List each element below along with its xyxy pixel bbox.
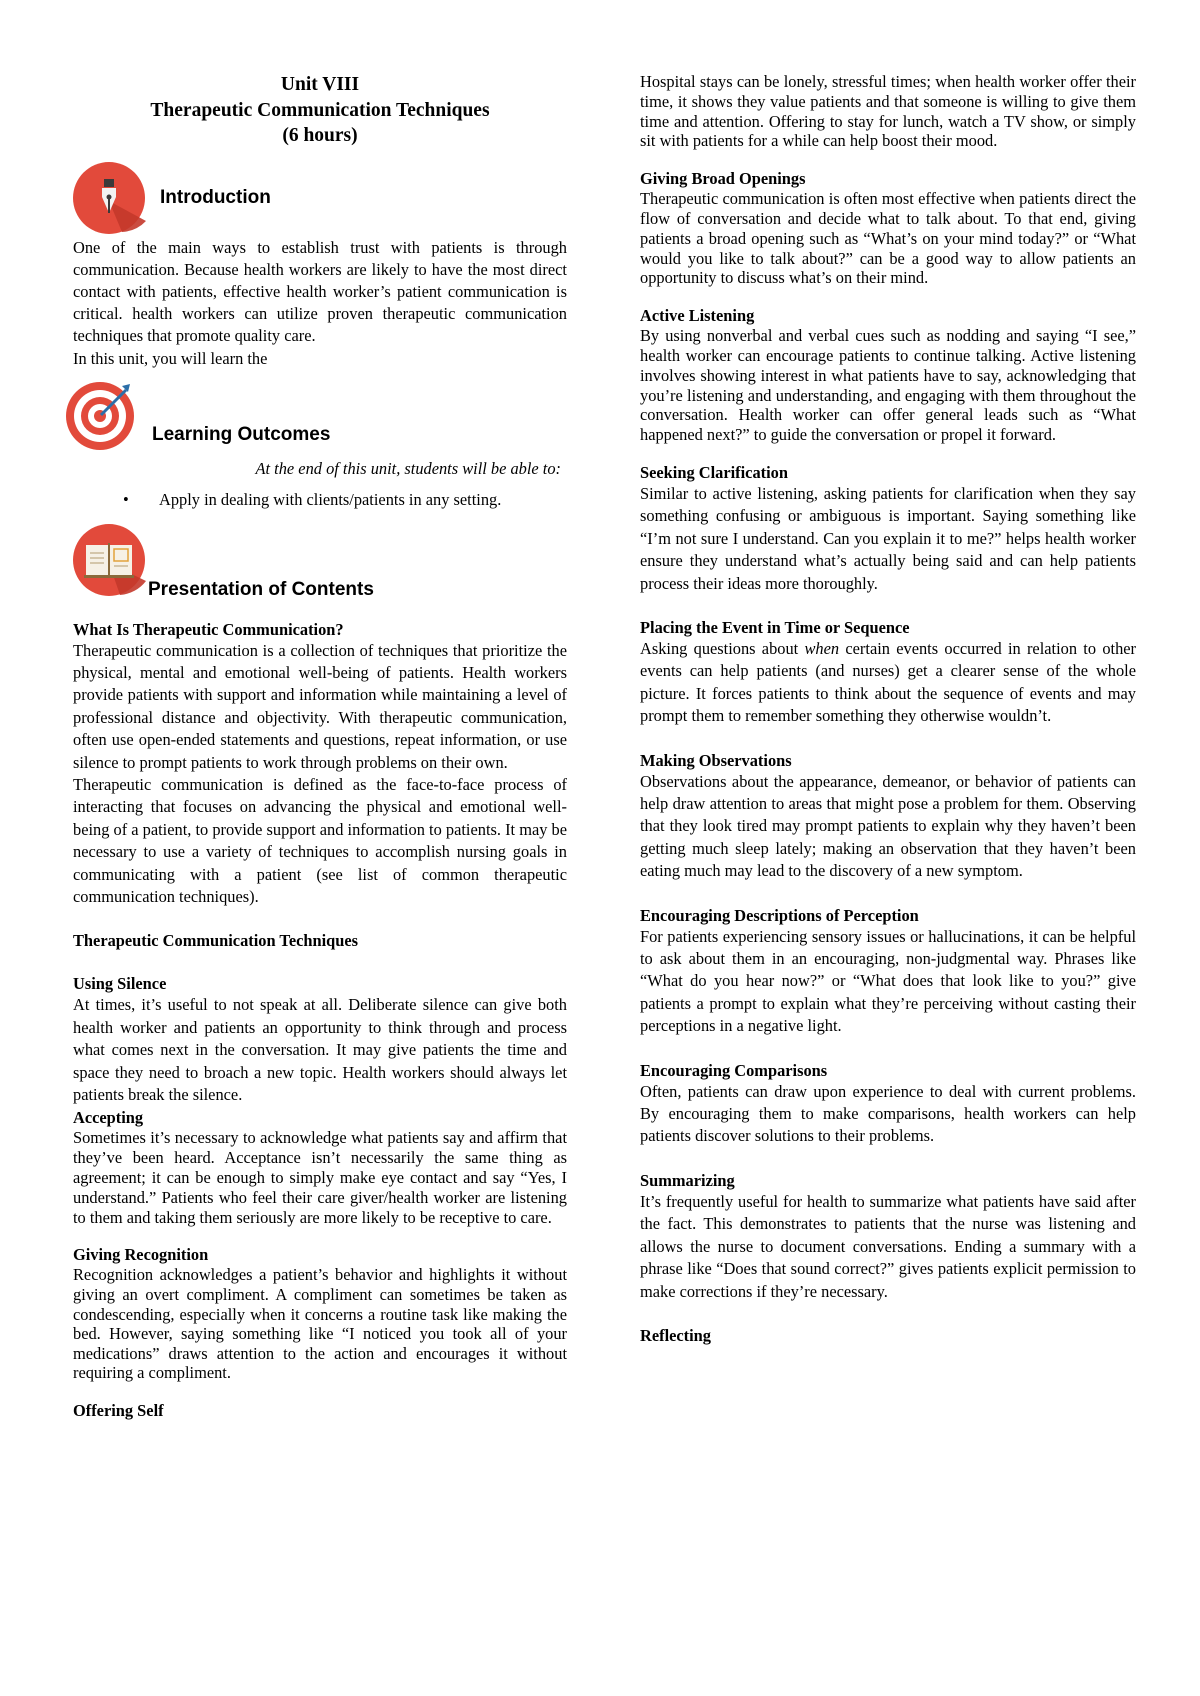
spacer xyxy=(640,445,1136,462)
spacer xyxy=(640,1038,1136,1060)
unit-name: Therapeutic Communication Techniques xyxy=(150,99,490,121)
intro-paragraph: One of the main ways to establish trust with patients is through communication. Because health workers are likely to have the most direct contact with patients, effective health worker’s patient communication is critical. health workers can utilize proven therapeutic communication techniques that promote quality care. xyxy=(73,237,567,346)
pen-nib-icon xyxy=(72,161,146,235)
spacer xyxy=(640,883,1136,905)
right-column xyxy=(640,72,1136,1346)
using-silence-heading: Using Silence xyxy=(73,974,167,994)
what-is-paragraph-2: Therapeutic communication is defined as the face-to-face process of interacting that focuses on advancing the physical and emotional well-being of a patient, to provide support and information to patients. It may be necessary to use a variety of techniques to accomplish nursing goals in communicating with a patient (see list of common therapeutic communication techniques). xyxy=(73,774,567,906)
spacer xyxy=(640,1148,1136,1170)
making-observations-heading: Making Observations xyxy=(640,750,792,770)
placing-event-heading: Placing the Event in Time or Sequence xyxy=(640,617,910,637)
spacer xyxy=(640,288,1136,305)
presentation-header xyxy=(72,523,567,605)
seeking-clarification-body: Similar to active listening, asking patients for clarification when they say something confusing or ambiguous is important. Saying something like “I’m not sure I understand. Can you explain it to me?” helps health worker ensure they understand what’s actually being said and can help patients process their ideas more thoroughly. xyxy=(640,483,1136,593)
learning-outcomes-header xyxy=(72,378,567,456)
broad-openings-heading: Giving Broad Openings xyxy=(640,169,806,189)
intro-lead: In this unit, you will learn the xyxy=(73,348,268,368)
accepting-body: Sometimes it’s necessary to acknowledge what patients say and affirm that they’ve been heard. Acceptance isn’t necessarily the same thing as agreement; it can be enough to simply make eye contact and say “Yes, I understand.” Patients who feel their care giver/health worker are listening to them and taking them seriously are more likely to be receptive to care. xyxy=(73,1128,567,1227)
target-icon xyxy=(64,378,138,452)
what-is-paragraph-1: Therapeutic communication is a collection of techniques that prioritize the physical, mental and emotional well-being of patients. Health workers provide patients with support and information while maintaining a level of professional distance and objectivity. With therapeutic communication, often use open-ended statements and questions, repeat information, or use silence to prompt patients to work through problems on their own. xyxy=(73,640,567,772)
learning-outcomes-heading: Learning Outcomes xyxy=(152,423,331,445)
summarizing-body: It’s frequently useful for health to summarize what patients have said after the fact. This demonstrates to patients that the nurse was listening and allows the nurse to document conversations. Ending a summary with a phrase like “Does that sound correct?” gives patients explicit permission to make corrections if they’re necessary. xyxy=(640,1191,1136,1301)
placing-event-text-2: certain events occurred in relation to other events can help patients (and nurses) get a clearer sense of the whole picture. It forces patients to think about the sequence of events and may prompt them to remember something they otherwise wouldn’t. xyxy=(640,638,1136,726)
spacer xyxy=(640,728,1136,750)
unit-title xyxy=(73,72,567,149)
giving-recognition-body: Recognition acknowledges a patient’s behavior and highlights it without giving an overt compliment. A compliment can sometimes be taken as condescending, especially when it concerns a routine task like making the bed. However, saying something like “I noticed you took all of your medications” draws attention to the action and encourages it without requiring a compliment. xyxy=(73,1265,567,1383)
unit-number: Unit VIII xyxy=(280,74,360,95)
giving-recognition-heading: Giving Recognition xyxy=(73,1245,209,1265)
placing-event-body xyxy=(640,638,1136,728)
encouraging-comparisons-body: Often, patients can draw upon experience to deal with current problems. By encouraging them to make comparisons, health workers can help patients discover solutions to their problems. xyxy=(640,1081,1136,1146)
what-is-heading: What Is Therapeutic Communication? xyxy=(73,619,344,639)
unit-duration: (6 hours) xyxy=(282,125,358,146)
accepting-heading: Accepting xyxy=(73,1108,144,1128)
spacer xyxy=(640,595,1136,617)
descriptions-of-perception-body: For patients experiencing sensory issues or hallucinations, it can be helpful to ask about them in an encouraging, non-judgmental way. Phrases like “What do you hear now?” or “What does that look like to you?” give patients a prompt to explain what they’re perceiving without casting their perceptions in a negative light. xyxy=(640,926,1136,1036)
spacer xyxy=(640,1303,1136,1325)
broad-openings-body: Therapeutic communication is often most effective when patients direct the flow of conversation and decide what to talk about. To that end, giving patients a broad opening such as “What’s on your mind today?” or “What would you like to talk about?” can be a good way to allow patients an opportunity to discuss what’s on their mind. xyxy=(640,189,1136,288)
open-book-icon xyxy=(72,523,146,597)
offering-self-body: Hospital stays can be lonely, stressful times; when health worker offer their time, it shows they value patients and that someone is willing to give them time and attention. Offering to stay for lunch, watch a TV show, or simply sit with patients for a while can help boost their mood. xyxy=(640,72,1136,151)
seeking-clarification-heading: Seeking Clarification xyxy=(640,462,788,482)
spacer xyxy=(73,1383,567,1400)
offering-self-heading: Offering Self xyxy=(73,1400,164,1420)
spacer xyxy=(73,1227,567,1244)
left-column xyxy=(73,72,567,1421)
outcome-item xyxy=(123,489,567,510)
introduction-heading: Introduction xyxy=(160,186,271,208)
using-silence-body: At times, it’s useful to not speak at all. Deliberate silence can give both health worker and patients an opportunity to think through and process what comes next in the conversation. It may give patients the time and space they need to broach a new topic. Health workers should always let patients break the silence. xyxy=(73,995,567,1105)
placing-event-emphasis: when xyxy=(804,638,840,658)
encouraging-comparisons-heading: Encouraging Comparisons xyxy=(640,1060,828,1080)
placing-event-text-1: Asking questions about xyxy=(640,638,805,658)
summarizing-heading: Summarizing xyxy=(640,1170,735,1190)
introduction-header xyxy=(72,161,567,231)
presentation-heading: Presentation of Contents xyxy=(148,578,374,600)
active-listening-heading: Active Listening xyxy=(640,306,755,326)
outcomes-lead: At the end of this unit, students will be able to: xyxy=(255,458,561,478)
spacer xyxy=(73,951,567,973)
bullet-symbol: • xyxy=(123,490,129,510)
descriptions-of-perception-heading: Encouraging Descriptions of Perception xyxy=(640,905,919,925)
reflecting-heading: Reflecting xyxy=(640,1325,711,1345)
spacer xyxy=(640,151,1136,168)
techniques-heading: Therapeutic Communication Techniques xyxy=(73,931,359,951)
spacer xyxy=(73,908,567,930)
active-listening-body: By using nonverbal and verbal cues such as nodding and saying “I see,” health worker can encourage patients to continue talking. Active listening involves showing interest in what patients have to say, acknowledging that you’re listening and understanding, and engaging with them throughout the conversation. Health worker can offer general leads such as “What happened next?” to guide the conversation or propel it forward. xyxy=(640,326,1136,445)
making-observations-body: Observations about the appearance, demeanor, or behavior of patients can help draw attention to areas that might pose a problem for them. Observing that they look tired may prompt patients to explain why they haven’t been getting much sleep lately; making an observation that they haven’t been eating much may lead to the discovery of a new symptom. xyxy=(640,771,1136,881)
outcome-text: Apply in dealing with clients/patients in any setting. xyxy=(159,490,502,510)
